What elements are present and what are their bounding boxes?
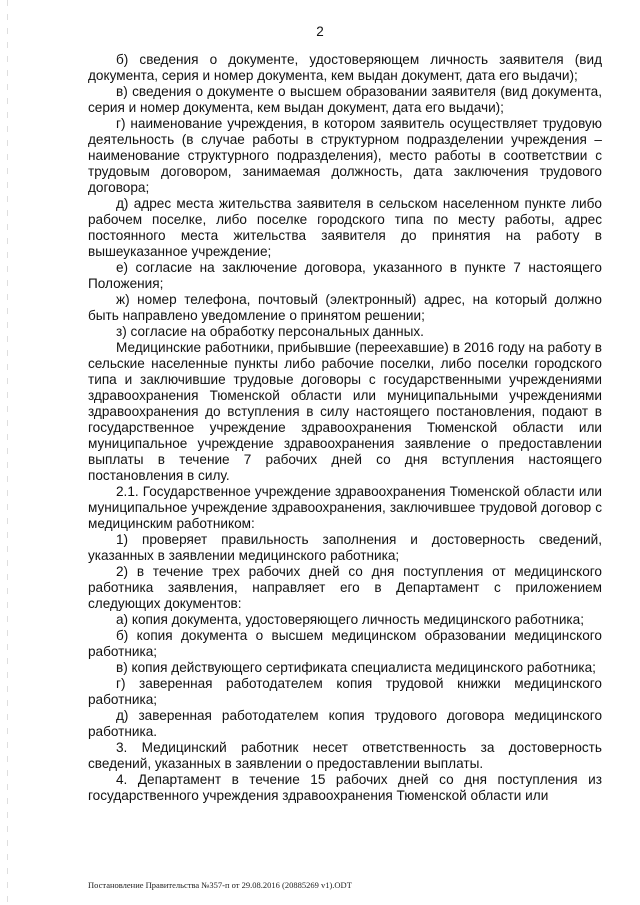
paragraph: б) копия документа о высшем медицинском образовании медицинского работника; — [88, 628, 602, 659]
paragraph: Медицинские работники, прибывшие (переехавшие) в 2016 году на работу в сельские населенные пункты либо рабочие поселки, либо поселки городского типа и заключившие трудовые договоры с государственными учреждениями здравоохранения Тюменской области или муниципальными учреждениями здравоохранения до вступления в силу настоящего постановления, подают в государственное учреждение здравоохранения Тюменской области или муниципальное учреждение здравоохранения заявление о предоставлении выплаты в течение 7 рабочих дней со дня вступления настоящего постановления в силу. — [88, 340, 602, 483]
paragraph: 2.1. Государственное учреждение здравоохранения Тюменской области или муниципальное учреждение здравоохранения, заключившее трудовой договор с медицинским работником: — [88, 484, 602, 531]
paragraph: д) заверенная работодателем копия трудового договора медицинского работника. — [88, 708, 602, 739]
paragraph: 4. Департамент в течение 15 рабочих дней со дня поступления из государственного учреждения здравоохранения Тюменской области или — [88, 772, 602, 803]
scan-edge-artifact — [7, 0, 8, 905]
paragraph: 1) проверяет правильность заполнения и достоверность сведений, указанных в заявлении медицинского работника; — [88, 532, 602, 563]
document-body — [88, 52, 602, 804]
paragraph: 2) в течение трех рабочих дней со дня поступления от медицинского работника заявления, направляет его в Департамент с приложением следующих документов: — [88, 564, 602, 611]
paragraph: в) копия действующего сертификата специалиста медицинского работника; — [116, 660, 596, 675]
paragraph: а) копия документа, удостоверяющего личность медицинского работника; — [116, 612, 585, 627]
document-footer: Постановление Правительства №357-п от 29.08.2016 (20885269 v1).ODT — [88, 880, 352, 890]
paragraph: 3. Медицинский работник несет ответственность за достоверность сведений, указанных в заявлении о предоставлении выплаты. — [88, 740, 602, 771]
paragraph: б) сведения о документе, удостоверяющем личность заявителя (вид документа, серия и номер документа, кем выдан документ, дата его выдачи); — [88, 52, 602, 83]
paragraph: г) заверенная работодателем копия трудовой книжки медицинского работника; — [88, 676, 602, 707]
paragraph: е) согласие на заключение договора, указанного в пункте 7 настоящего Положения; — [88, 260, 602, 291]
paragraph: г) наименование учреждения, в котором заявитель осуществляет трудовую деятельность (в случае работы в структурном подразделении учреждения – наименование структурного подразделения), место работы в соответствии с трудовым договором, занимаемая должность, дата заключения трудового договора; — [88, 116, 602, 195]
page-number: 2 — [316, 24, 324, 39]
paragraph: з) согласие на обработку персональных данных. — [116, 324, 424, 339]
paragraph: ж) номер телефона, почтовый (электронный) адрес, на который должно быть направлено уведомление о принятом решении; — [88, 292, 602, 323]
paragraph: д) адрес места жительства заявителя в сельском населенном пункте либо рабочем поселке, либо поселке городского типа по месту работы, адрес постоянного места жительства заявителя до принятия на работу в вышеуказанное учреждение; — [88, 196, 602, 259]
paragraph: в) сведения о документе о высшем образовании заявителя (вид документа, серия и номер документа, кем выдан документ, дата его выдачи); — [88, 84, 602, 115]
